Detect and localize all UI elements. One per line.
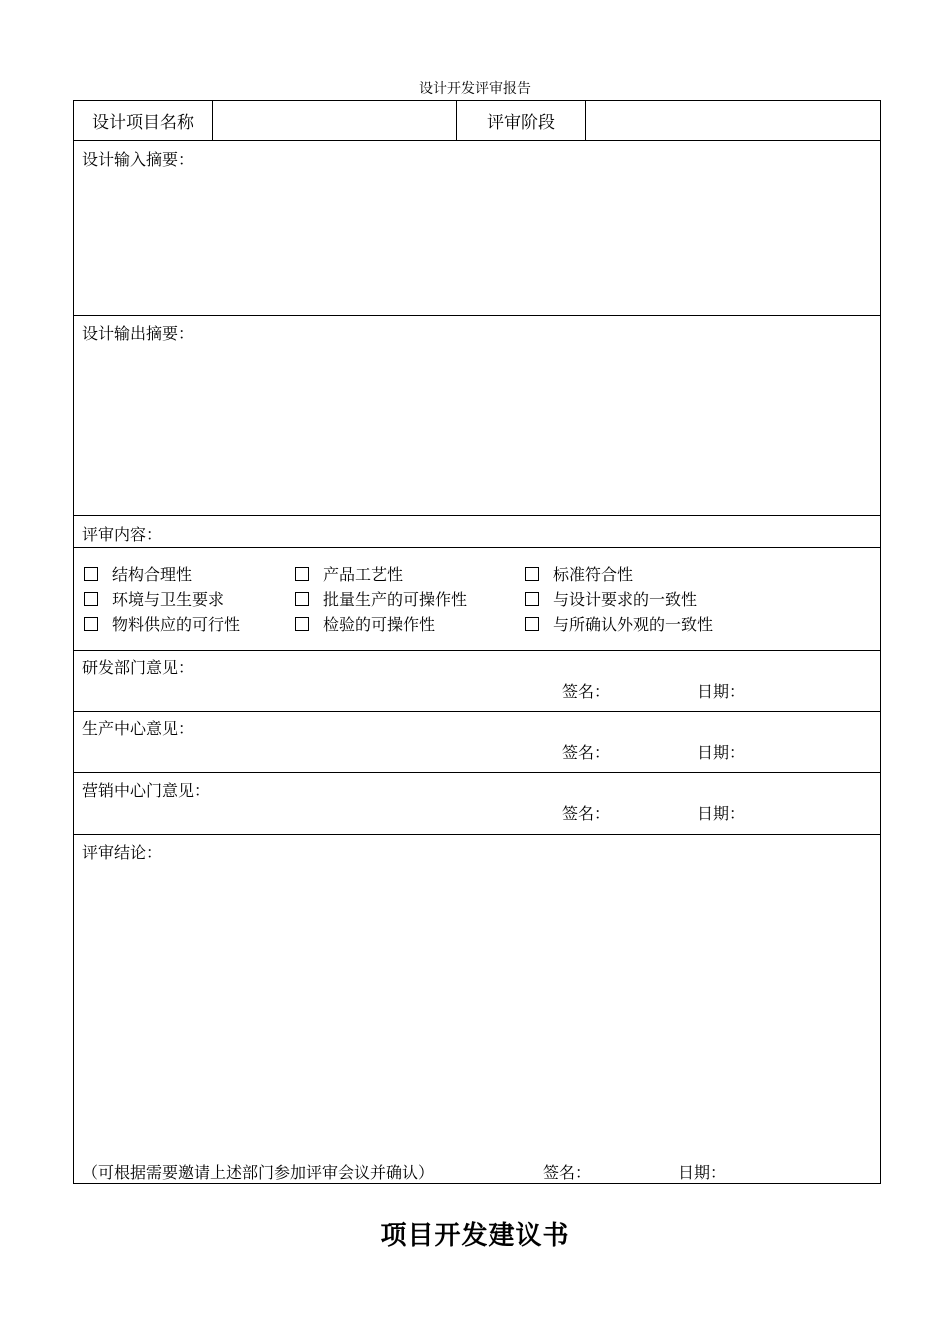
rd-opinion-label: 研发部门意见：	[82, 658, 195, 677]
checkbox-square-icon[interactable]	[525, 617, 539, 631]
rd-opinion-section[interactable]	[74, 651, 880, 712]
marketing-date-label: 日期：	[697, 804, 746, 823]
conclusion-label: 评审结论：	[82, 843, 163, 862]
production-opinion-section[interactable]	[74, 712, 880, 773]
production-opinion-label: 生产中心意见：	[82, 719, 195, 738]
header-row	[74, 101, 880, 141]
checkbox-square-icon[interactable]	[84, 617, 98, 631]
checkbox-structure[interactable]: 结构合理性	[84, 562, 192, 587]
checkbox-appearance[interactable]: 与所确认外观的一致性	[525, 612, 713, 637]
checkbox-standard[interactable]: 标准符合性	[525, 562, 633, 587]
design-output-section[interactable]	[74, 316, 880, 516]
project-name-label: 设计项目名称	[74, 101, 213, 140]
design-output-label: 设计输出摘要：	[82, 324, 195, 343]
checkbox-square-icon[interactable]	[84, 592, 98, 606]
checkbox-square-icon[interactable]	[295, 592, 309, 606]
checkbox-environment[interactable]: 环境与卫生要求	[84, 587, 224, 612]
review-stage-label: 评审阶段	[457, 101, 586, 140]
checkbox-design-requirements[interactable]: 与设计要求的一致性	[525, 587, 697, 612]
bottom-heading: 项目开发建议书	[380, 1221, 570, 1251]
conclusion-section[interactable]	[74, 835, 880, 1183]
marketing-sign-label: 签名：	[562, 804, 611, 823]
production-sign-label: 签名：	[562, 743, 611, 762]
review-checklist	[74, 548, 880, 651]
review-stage-field[interactable]	[586, 101, 880, 140]
conclusion-sign-label: 签名：	[543, 1163, 592, 1182]
review-content-label: 评审内容：	[82, 525, 163, 544]
conclusion-note: （可根据需要邀请上述部门参加评审会议并确认）	[82, 1163, 435, 1182]
checkbox-square-icon[interactable]	[295, 617, 309, 631]
checkbox-inspection[interactable]: 检验的可操作性	[295, 612, 435, 637]
design-input-label: 设计输入摘要：	[82, 150, 195, 169]
rd-date-label: 日期：	[697, 682, 746, 701]
design-input-section[interactable]	[74, 141, 880, 316]
marketing-opinion-label: 营销中心门意见：	[82, 781, 211, 800]
checkbox-material-supply[interactable]: 物料供应的可行性	[84, 612, 240, 637]
checkbox-process[interactable]: 产品工艺性	[295, 562, 403, 587]
project-name-field[interactable]	[213, 101, 457, 140]
checkbox-mass-production[interactable]: 批量生产的可操作性	[295, 587, 467, 612]
conclusion-date-label: 日期：	[678, 1163, 727, 1182]
checkbox-square-icon[interactable]	[295, 567, 309, 581]
production-date-label: 日期：	[697, 743, 746, 762]
checkbox-square-icon[interactable]	[525, 592, 539, 606]
checkbox-square-icon[interactable]	[525, 567, 539, 581]
rd-sign-label: 签名：	[562, 682, 611, 701]
document-title: 设计开发评审报告	[419, 81, 531, 97]
review-form	[73, 100, 881, 1184]
checkbox-square-icon[interactable]	[84, 567, 98, 581]
marketing-opinion-section[interactable]	[74, 773, 880, 835]
review-content-row	[74, 516, 880, 548]
